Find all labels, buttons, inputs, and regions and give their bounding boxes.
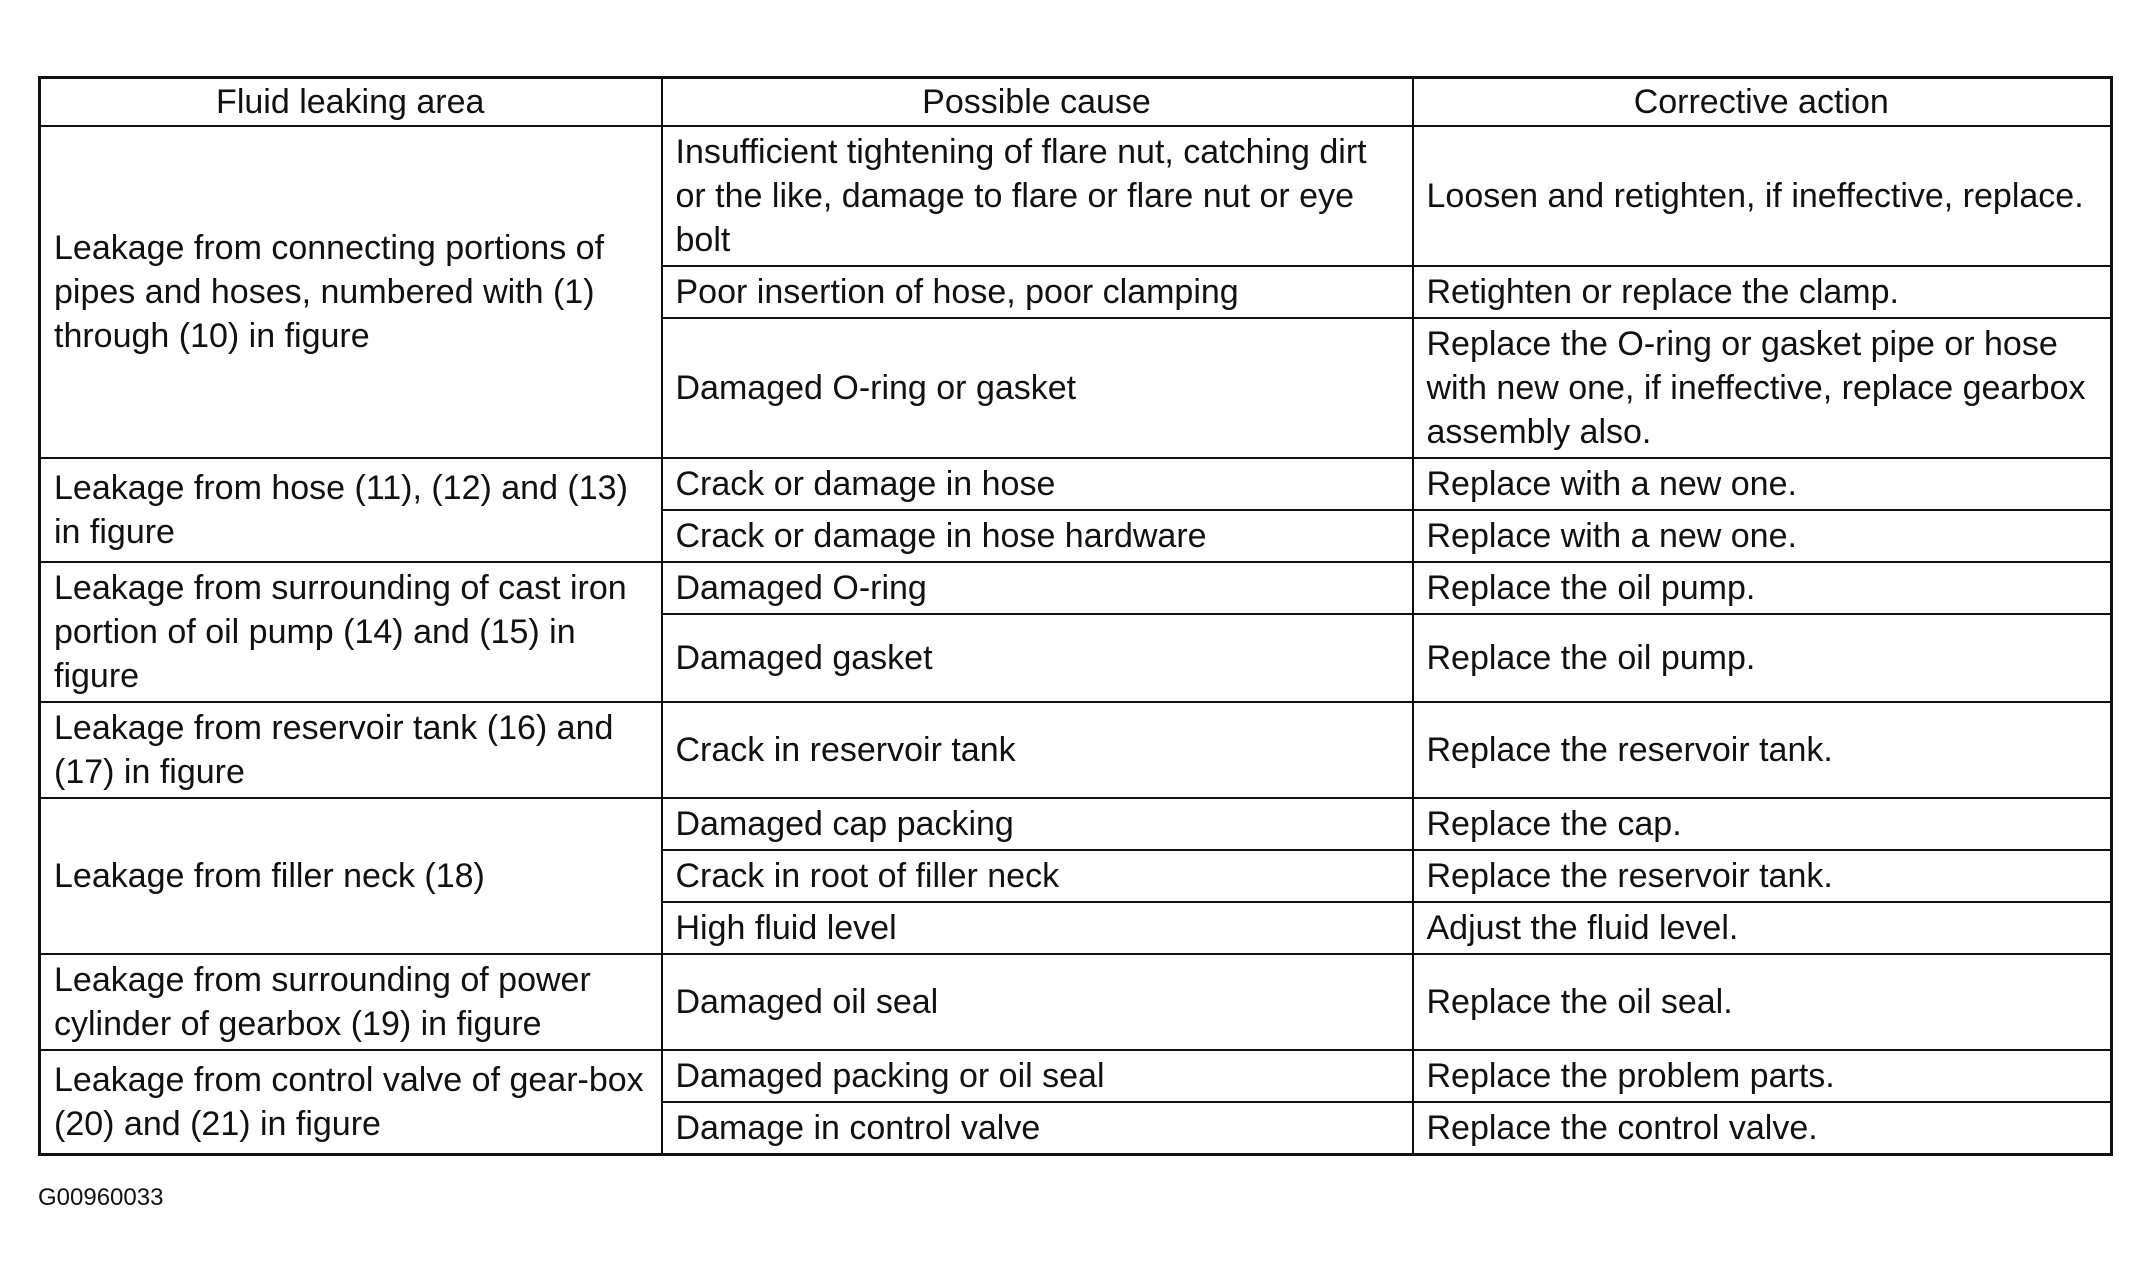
area-cell: Leakage from filler neck (18): [40, 798, 662, 954]
troubleshooting-sheet: [38, 76, 2110, 1156]
action-cell: Loosen and retighten, if ineffective, replace.: [1413, 126, 2112, 266]
cause-cell: Damaged O-ring: [662, 562, 1413, 614]
action-cell: Replace with a new one.: [1413, 458, 2112, 510]
header-row: [40, 78, 2112, 127]
table-row: [40, 1050, 2112, 1102]
area-cell: Leakage from connecting portions of pipes and hoses, numbered with (1) through (10) in figure: [40, 126, 662, 458]
area-cell: Leakage from surrounding of cast iron portion of oil pump (14) and (15) in figure: [40, 562, 662, 702]
area-cell: Leakage from reservoir tank (16) and (17) in figure: [40, 702, 662, 798]
cause-cell: Damaged packing or oil seal: [662, 1050, 1413, 1102]
action-cell: Adjust the fluid level.: [1413, 902, 2112, 954]
cause-cell: Crack in root of filler neck: [662, 850, 1413, 902]
action-cell: Retighten or replace the clamp.: [1413, 266, 2112, 318]
header-possible-cause: Possible cause: [662, 78, 1413, 127]
table-row: [40, 954, 2112, 1050]
cause-cell: Crack in reservoir tank: [662, 702, 1413, 798]
cause-cell: Damaged gasket: [662, 614, 1413, 702]
fluid-leak-table: [38, 76, 2113, 1156]
cause-cell: Insufficient tightening of flare nut, catching dirt or the like, damage to flare or flare nut or eye bolt: [662, 126, 1413, 266]
cause-cell: Damaged cap packing: [662, 798, 1413, 850]
cause-cell: Damaged oil seal: [662, 954, 1413, 1050]
area-cell: Leakage from hose (11), (12) and (13) in figure: [40, 458, 662, 562]
action-cell: Replace the reservoir tank.: [1413, 702, 2112, 798]
cause-cell: Damage in control valve: [662, 1102, 1413, 1155]
cause-cell: Poor insertion of hose, poor clamping: [662, 266, 1413, 318]
table-row: [40, 702, 2112, 798]
table-row: [40, 798, 2112, 850]
header-corrective-action: Corrective action: [1413, 78, 2112, 127]
action-cell: Replace the control valve.: [1413, 1102, 2112, 1155]
action-cell: Replace the oil pump.: [1413, 614, 2112, 702]
action-cell: Replace with a new one.: [1413, 510, 2112, 562]
area-cell: Leakage from control valve of gear-box (20) and (21) in figure: [40, 1050, 662, 1155]
action-cell: Replace the oil seal.: [1413, 954, 2112, 1050]
action-cell: Replace the problem parts.: [1413, 1050, 2112, 1102]
table-row: [40, 458, 2112, 510]
header-fluid-leaking-area: Fluid leaking area: [40, 78, 662, 127]
table-row: [40, 562, 2112, 614]
action-cell: Replace the reservoir tank.: [1413, 850, 2112, 902]
cause-cell: High fluid level: [662, 902, 1413, 954]
table-row: [40, 126, 2112, 266]
cause-cell: Crack or damage in hose hardware: [662, 510, 1413, 562]
action-cell: Replace the oil pump.: [1413, 562, 2112, 614]
figure-id-label: G00960033: [38, 1184, 164, 1211]
action-cell: Replace the O-ring or gasket pipe or hose with new one, if ineffective, replace gearbox assembly also.: [1413, 318, 2112, 458]
cause-cell: Damaged O-ring or gasket: [662, 318, 1413, 458]
action-cell: Replace the cap.: [1413, 798, 2112, 850]
area-cell: Leakage from surrounding of power cylinder of gearbox (19) in figure: [40, 954, 662, 1050]
cause-cell: Crack or damage in hose: [662, 458, 1413, 510]
